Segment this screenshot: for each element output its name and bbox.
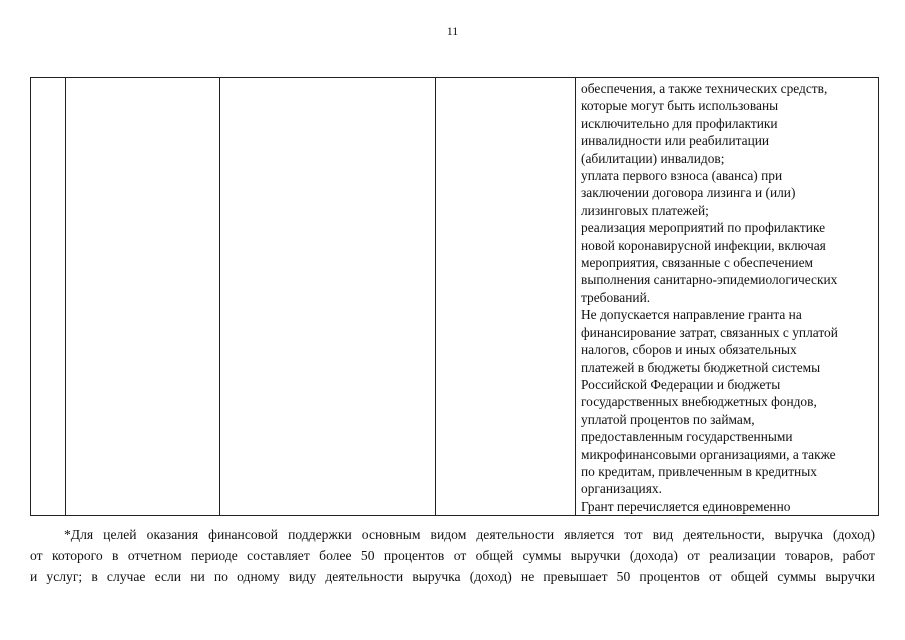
table-cell-conditions	[576, 78, 879, 516]
conditions-text	[576, 78, 878, 515]
page-number: 11	[446, 24, 459, 38]
text-line: лизинговых платежей;	[581, 202, 709, 218]
text-line: платежей в бюджеты бюджетной системы	[581, 359, 821, 375]
table-cell-2	[66, 78, 220, 516]
text-line: исключительно для профилактики	[581, 115, 778, 131]
text-line: инвалидности или реабилитации	[581, 133, 770, 149]
text-line: уплатой процентов по займам,	[581, 411, 755, 427]
text-line: организациях.	[581, 481, 662, 497]
text-line: Не допускается направление гранта на	[581, 307, 802, 323]
text-line: требований.	[581, 289, 651, 305]
footnote-line: *Для целей оказания финансовой поддержки основным видом деятельности является тот вид деятельности, выручка (доход)	[64, 527, 875, 542]
text-line: микрофинансовыми организациями, а также	[581, 446, 836, 462]
footnote	[30, 524, 875, 587]
text-line: государственных внебюджетных фондов,	[581, 394, 817, 410]
text-line: финансирование затрат, связанных с уплатой	[581, 324, 838, 340]
text-line: по кредитам, привлеченным в кредитных	[581, 463, 817, 479]
text-line: реализация мероприятий по профилактике	[581, 220, 826, 236]
table-cell-4	[436, 78, 576, 516]
text-line: уплата первого взноса (аванса) при	[581, 168, 783, 184]
text-line: выполнения санитарно-эпидемиологических	[581, 272, 838, 288]
table-cell-number	[31, 78, 66, 516]
text-line: обеспечения, а также технических средств,	[581, 81, 828, 96]
footnote-line: и услуг; в случае если ни по одному виду деятельности выручка (доход) не превышает 50 процентов от общей суммы выручки	[30, 569, 875, 584]
document-table	[30, 77, 879, 516]
text-line: (абилитации) инвалидов;	[581, 150, 725, 166]
footnote-line: от которого в отчетном периоде составляет более 50 процентов от общей суммы выручки (дохода) от реализации товаров, работ	[30, 548, 875, 563]
text-line: новой коронавирусной инфекции, включая	[581, 237, 826, 253]
text-line: мероприятия, связанные с обеспечением	[581, 255, 814, 271]
text-line: заключении договора лизинга и (или)	[581, 185, 796, 201]
text-line: которые могут быть использованы	[581, 98, 779, 114]
table-cell-3	[220, 78, 436, 516]
text-line: предоставленным государственными	[581, 429, 793, 445]
text-line: Российской Федерации и бюджеты	[581, 376, 781, 392]
text-line: Грант перечисляется единовременно	[581, 498, 791, 514]
table-row	[31, 78, 879, 516]
text-line: налогов, сборов и иных обязательных	[581, 342, 797, 358]
